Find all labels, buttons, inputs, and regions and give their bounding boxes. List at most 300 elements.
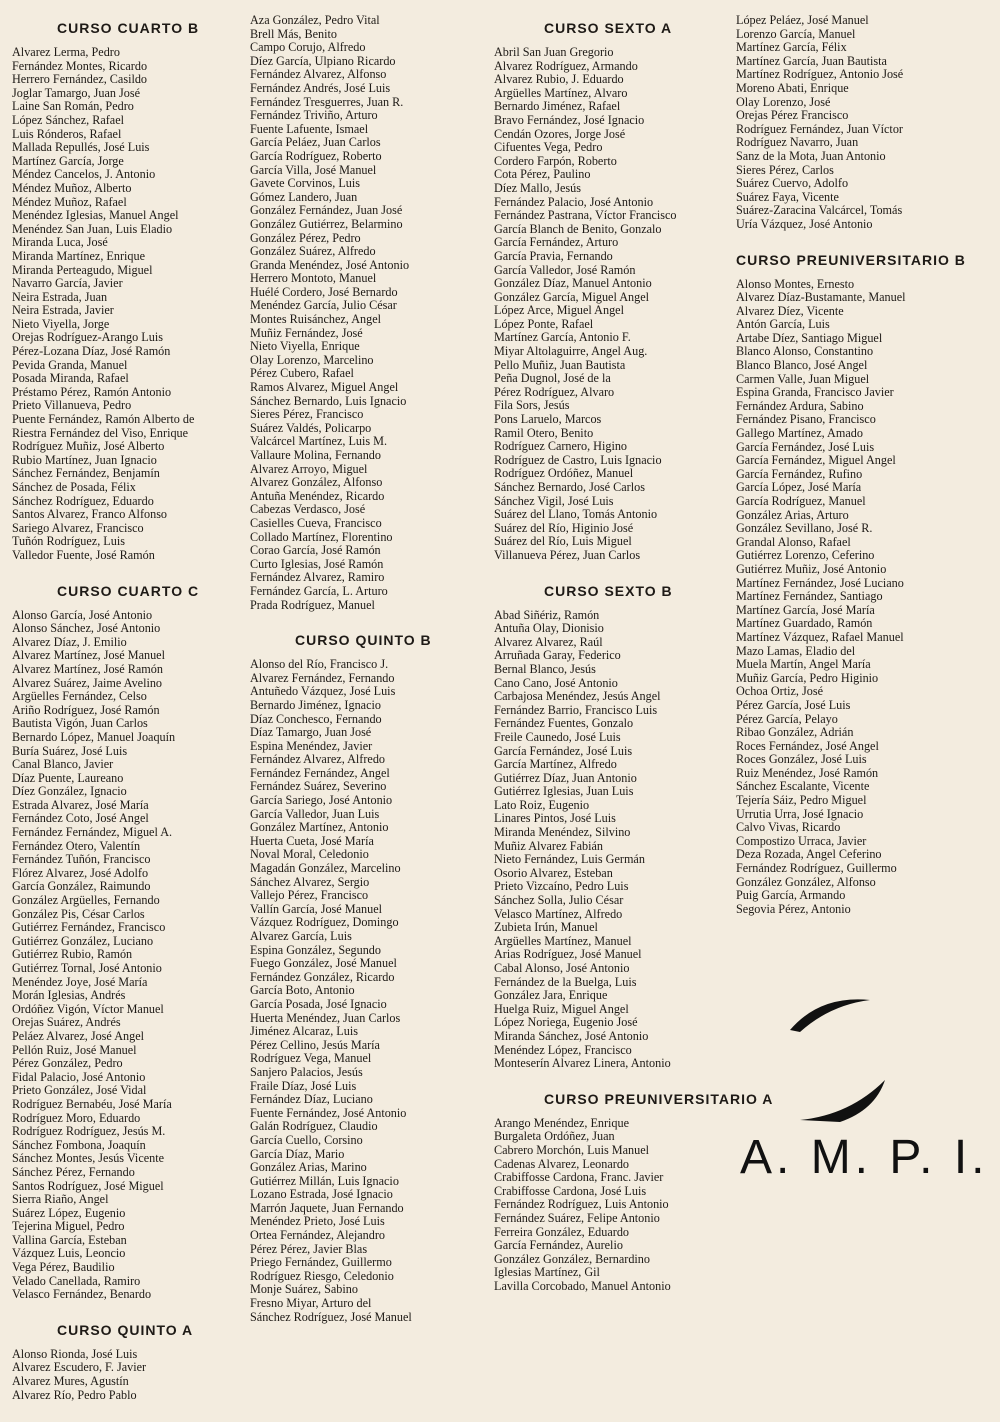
student-name: Méndez Muñoz, Rafael <box>12 194 127 209</box>
student-name: Cabezas Verdasco, José <box>250 502 366 517</box>
student-name: Roces González, José Luis <box>736 752 867 767</box>
student-name: Sánchez Bernardo, Luis Ignacio <box>250 393 407 408</box>
student-name: Fila Sors, Jesús <box>494 398 570 413</box>
student-name: Vega Pérez, Baudilio <box>12 1260 115 1275</box>
section-curso-quinto-b <box>250 632 485 1324</box>
student-name: Rodríguez Fernández, Juan Víctor <box>736 121 903 136</box>
student-list <box>12 1348 242 1402</box>
student-name: Alvarez Mures, Agustín <box>12 1374 129 1389</box>
student-name: Fernández García, L. Arturo <box>250 583 388 598</box>
student-name: Crabiffosse Cardona, Franc. Javier <box>494 1170 664 1185</box>
student-name: Fernández Alvarez, Ramiro <box>250 570 385 585</box>
student-name: Bravo Fernández, José Ignacio <box>494 112 645 127</box>
student-name: Prieto Vizcaíno, Pedro Luis <box>494 879 629 894</box>
swoosh-emblem-icon <box>780 990 900 1130</box>
section-curso-sexto-b <box>494 583 734 1071</box>
student-name: Fernández Suárez, Severino <box>250 779 387 794</box>
student-name: González Pérez, Pedro <box>250 230 361 245</box>
student-name: Ordóñez Vigón, Víctor Manuel <box>12 1001 164 1016</box>
student-name: Alonso del Río, Francisco J. <box>250 657 389 672</box>
student-name: Prada Rodríguez, Manuel <box>250 597 375 612</box>
section-curso-preuniversitario-b <box>736 252 998 917</box>
student-name: Gutiérrez Tornal, José Antonio <box>12 961 162 975</box>
student-list <box>250 14 485 612</box>
student-name: Santos Rodríguez, José Miguel <box>12 1178 164 1193</box>
student-name: González Sevillano, José R. <box>736 521 873 536</box>
student-name: Alvarez Martínez, José Ramón <box>12 661 163 676</box>
ampi-logo-text: A. M. P. I. <box>740 1131 989 1184</box>
student-name: Casielles Cueva, Francisco <box>250 515 382 530</box>
student-name: Méndez Cancelos, J. Antonio <box>12 167 156 182</box>
student-name: Argüelles Martínez, Manuel <box>494 933 632 948</box>
student-name: Tuñón Rodríguez, Luis <box>12 534 125 549</box>
student-list <box>12 609 242 1302</box>
student-name: García López, José María <box>736 480 862 495</box>
student-name: Santos Alvarez, Franco Alfonso <box>12 507 168 522</box>
student-name: Huerta Cueta, José María <box>250 833 374 848</box>
student-name: Sánchez Bernardo, José Carlos <box>494 480 645 494</box>
student-name: Ferreira González, Eduardo <box>494 1224 630 1239</box>
student-name: Fernández Fuentes, Gonzalo <box>494 716 634 731</box>
student-name: Vázquez Luis, Leoncio <box>12 1246 126 1261</box>
student-name: Suárez-Zaracina Valcárcel, Tomás <box>736 203 903 218</box>
student-name: García Rodríguez, Manuel <box>736 494 866 508</box>
student-name: Rodríguez Carnero, Higino <box>494 439 628 454</box>
student-name: Pérez González, Pedro <box>12 1056 123 1071</box>
student-name: Herrero Montoto, Manuel <box>250 271 377 286</box>
student-name: González González, Bernardino <box>494 1251 650 1266</box>
student-name: Arias Rodríguez, José Manuel <box>494 947 642 962</box>
student-name: Gallego Martínez, Amado <box>736 426 863 441</box>
student-name: Nieto Viyella, Jorge <box>12 316 110 331</box>
student-list <box>494 609 734 1071</box>
student-name: Miyar Altolaguirre, Angel Aug. <box>494 344 648 359</box>
student-name: García Martínez, Alfredo <box>494 757 617 772</box>
student-name: Fernández Alvarez, Alfredo <box>250 752 386 767</box>
student-name: Orejas Suárez, Andrés <box>12 1015 121 1030</box>
student-name: Alvarez Díez, Vicente <box>736 303 844 318</box>
student-name: Alvarez Suárez, Jaime Avelino <box>12 675 163 690</box>
student-name: Rodríguez Riesgo, Celedonio <box>250 1268 394 1283</box>
student-name: Iglesias Martínez, Gil <box>494 1265 600 1280</box>
student-name: López Peláez, José Manuel <box>736 13 869 27</box>
student-name: Lorenzo García, Manuel <box>736 26 856 41</box>
student-name: Huelga Ruiz, Miguel Angel <box>494 1001 629 1016</box>
student-name: Lavilla Corcobado, Manuel Antonio <box>494 1278 671 1293</box>
section-continued <box>250 14 485 612</box>
student-name: Arruñada Garay, Federico <box>494 648 621 663</box>
student-name: García González, Raimundo <box>12 879 151 894</box>
student-name: Mallada Repullés, José Luis <box>12 140 150 155</box>
student-name: Vallín García, José Manuel <box>250 901 382 916</box>
student-name: Muñiz Alvarez Fabián <box>494 838 603 853</box>
student-name: Alvarez Díaz-Bustamante, Manuel <box>736 290 906 305</box>
student-name: Abril San Juan Gregorio <box>494 45 614 59</box>
section-curso-preuniversitario-a <box>494 1090 774 1294</box>
student-name: Huélé Cordero, José Bernardo <box>250 284 398 299</box>
student-name: Montes Ruisánchez, Angel <box>250 312 381 327</box>
student-name: Joglar Tamargo, Juan José <box>12 85 140 100</box>
student-name: Abad Siñériz, Ramón <box>494 607 600 622</box>
student-name: Antón García, Luis <box>736 317 830 332</box>
student-name: Compostizo Urraca, Javier <box>736 833 867 848</box>
student-name: Gutiérrez Lorenzo, Ceferino <box>736 548 875 563</box>
student-name: González Díaz, Manuel Antonio <box>494 276 652 291</box>
student-name: Ramos Alvarez, Miguel Angel <box>250 380 399 395</box>
student-name: Miranda Sánchez, José Antonio <box>494 1028 649 1043</box>
student-name: Gutiérrez González, Luciano <box>12 933 154 948</box>
student-name: Fernández Coto, José Angel <box>12 811 149 826</box>
student-name: González Fernández, Juan José <box>250 203 403 218</box>
student-name: García Fernández, José Luis <box>494 743 633 758</box>
student-name: Granda Menéndez, José Antonio <box>250 257 410 272</box>
student-name: Díez González, Ignacio <box>12 784 127 799</box>
student-name: Bernardo Jiménez, Rafael <box>494 99 621 114</box>
student-name: Alvarez Rubio, J. Eduardo <box>494 72 624 87</box>
student-name: Rodríguez Rodríguez, Jesús M. <box>12 1124 166 1139</box>
section-heading: CURSO PREUNIVERSITARIO A <box>544 1090 774 1107</box>
student-name: Suárez del Llano, Tomás Antonio <box>494 507 658 522</box>
student-name: Fernández Otero, Valentín <box>12 838 141 853</box>
student-name: López Sánchez, Rafael <box>12 112 124 127</box>
student-name: Monje Suárez, Sabino <box>250 1282 358 1297</box>
student-name: Suárez del Río, Luis Miguel <box>494 534 632 549</box>
student-name: Cadenas Alvarez, Leonardo <box>494 1156 630 1171</box>
student-name: Gutiérrez Iglesias, Juan Luis <box>494 784 634 799</box>
student-name: González Arias, Marino <box>250 1160 367 1175</box>
student-name: Argüelles Martínez, Alvaro <box>494 85 628 100</box>
student-name: Corao García, José Ramón <box>250 543 381 558</box>
student-name: Ruiz Menéndez, José Ramón <box>736 765 879 780</box>
student-name: González Gutiérrez, Belarmino <box>250 216 403 231</box>
student-name: Cordero Farpón, Roberto <box>494 153 617 168</box>
student-name: Brell Más, Benito <box>250 26 337 41</box>
student-name: Martínez García, Jorge <box>12 153 124 168</box>
student-name: Alonso Montes, Ernesto <box>736 276 855 291</box>
section-heading: CURSO SEXTO B <box>544 582 673 599</box>
student-name: Fernández Barrio, Francisco Luis <box>494 702 658 717</box>
student-name: Flórez Alvarez, José Adolfo <box>12 865 149 880</box>
student-name: Fernández Palacio, José Antonio <box>494 194 654 209</box>
student-name: Martínez Fernández, Santiago <box>736 589 883 604</box>
student-name: Blanco Blanco, José Angel <box>736 358 868 373</box>
student-name: García Fernández, Miguel Angel <box>736 453 896 468</box>
student-name: Zubieta Irún, Manuel <box>494 920 598 935</box>
student-name: Gutiérrez Millán, Luis Ignacio <box>250 1173 399 1188</box>
student-name: Menéndez Prieto, José Luis <box>250 1214 385 1229</box>
student-name: Collado Martínez, Florentino <box>250 529 393 544</box>
student-name: Suárez López, Eugenio <box>12 1205 126 1220</box>
student-name: García Blanch de Benito, Gonzalo <box>494 221 662 236</box>
student-name: Nieto Fernández, Luis Germán <box>494 852 645 867</box>
student-name: Nieto Viyella, Enrique <box>250 339 360 354</box>
student-list <box>736 14 998 232</box>
student-name: Laine San Román, Pedro <box>12 99 134 114</box>
student-name: González García, Miguel Angel <box>494 289 649 304</box>
student-name: Fernández Triviño, Arturo <box>250 108 378 123</box>
student-name: Pérez Pérez, Javier Blas <box>250 1241 368 1256</box>
student-name: Miranda Menéndez, Silvino <box>494 825 631 840</box>
student-name: Fernández Rodríguez, Luis Antonio <box>494 1197 669 1212</box>
student-name: Pérez Cubero, Rafael <box>250 366 354 381</box>
student-name: Ochoa Ortiz, José <box>736 684 823 699</box>
student-name: Méndez Muñoz, Alberto <box>12 180 132 195</box>
student-name: Martínez García, Antonio F. <box>494 330 631 345</box>
student-name: Tejerina Miguel, Pedro <box>12 1219 125 1234</box>
student-name: Alvarez Alvarez, Raúl <box>494 634 603 649</box>
student-name: Carbajosa Menéndez, Jesús Angel <box>494 689 661 704</box>
student-name: Menéndez Joye, José María <box>12 974 148 989</box>
student-name: Prieto González, José Vidal <box>12 1083 147 1098</box>
student-name: Pello Muñiz, Juan Bautista <box>494 357 626 372</box>
student-name: Fernández Alvarez, Alfonso <box>250 67 387 82</box>
student-name: Ramil Otero, Benito <box>494 425 594 440</box>
student-name: García Fernández, Rufino <box>736 466 863 481</box>
student-name: Puente Fernández, Ramón Alberto de <box>12 412 195 427</box>
student-name: Alvarez García, Luis <box>250 929 352 943</box>
student-name: Díaz Conchesco, Fernando <box>250 711 382 726</box>
student-name: Fernández Montes, Ricardo <box>12 58 148 73</box>
student-name: Cendán Ozores, Jorge José <box>494 126 626 141</box>
section-heading: CURSO SEXTO A <box>544 20 673 36</box>
student-name: Fernández Pisano, Francisco <box>736 412 876 427</box>
student-name: Cifuentes Vega, Pedro <box>494 140 603 155</box>
student-name: Fernández Fernández, Angel <box>250 765 390 780</box>
student-name: Bernardo López, Manuel Joaquín <box>12 729 176 744</box>
student-name: Gavete Corvinos, Luis <box>250 176 361 191</box>
student-name: Freile Caunedo, José Luis <box>494 729 621 744</box>
student-name: López Arce, Miguel Angel <box>494 303 624 318</box>
student-name: Sieres Pérez, Francisco <box>250 407 364 422</box>
student-name: Alvarez Rodríguez, Armando <box>494 58 638 73</box>
student-name: Gutiérrez Muñiz, José Antonio <box>736 561 887 576</box>
student-name: Rodríguez Navarro, Juan <box>736 135 859 150</box>
student-name: Orejas Rodríguez-Arango Luis <box>12 330 163 345</box>
student-name: Arango Menéndez, Enrique <box>494 1115 630 1130</box>
student-name: López Ponte, Rafael <box>494 316 594 331</box>
student-name: Fernández Fernández, Miguel A. <box>12 825 173 840</box>
section-heading: CURSO QUINTO B <box>295 632 432 649</box>
student-name: Sánchez Rodríguez, José Manuel <box>250 1309 412 1324</box>
student-list <box>494 1117 734 1294</box>
student-name: Moreno Abati, Enrique <box>736 80 849 95</box>
student-name: Cano Cano, José Antonio <box>494 675 618 690</box>
student-name: Alvarez Río, Pedro Pablo <box>12 1387 137 1402</box>
student-name: Antuña Menéndez, Ricardo <box>250 488 385 503</box>
column-4 <box>736 14 998 936</box>
student-name: Muñiz García, Pedro Higinio <box>736 670 879 685</box>
student-name: García Peláez, Juan Carlos <box>250 135 381 150</box>
student-list <box>494 46 734 563</box>
section-heading: CURSO CUARTO B <box>57 20 200 36</box>
student-name: García Posada, José Ignacio <box>250 996 387 1011</box>
student-name: Martínez García, Félix <box>736 40 847 55</box>
student-name: Gutiérrez Rubio, Ramón <box>12 947 133 962</box>
student-name: Canal Blanco, Javier <box>12 757 114 772</box>
student-name: Prieto Villanueva, Pedro <box>12 398 132 413</box>
student-name: Pevida Granda, Manuel <box>12 357 128 372</box>
student-name: Alonso Sánchez, José Antonio <box>12 621 161 636</box>
student-name: Antuñedo Vázquez, José Luis <box>250 684 396 699</box>
student-name: Suárez Faya, Vicente <box>736 189 839 204</box>
student-name: Marrón Jaquete, Juan Fernando <box>250 1200 404 1215</box>
student-name: Jiménez Alcaraz, Luis <box>250 1024 358 1039</box>
section-curso-sexto-a <box>494 20 734 563</box>
section-curso-quinto-a <box>12 1322 242 1402</box>
student-name: Rodríguez Vega, Manuel <box>250 1051 372 1066</box>
student-name: Gómez Landero, Juan <box>250 189 358 204</box>
student-name: Alvarez Lerma, Pedro <box>12 45 120 59</box>
student-name: García Cuello, Corsino <box>250 1132 363 1147</box>
student-name: Rubio Martínez, Juan Ignacio <box>12 452 157 467</box>
student-name: Calvo Vivas, Ricardo <box>736 820 841 835</box>
student-name: Bernal Blanco, Jesús <box>494 661 596 676</box>
section-curso-cuarto-b <box>12 20 242 563</box>
student-name: Sánchez de Posada, Félix <box>12 480 136 494</box>
student-name: Fernández Andrés, José Luis <box>250 80 391 95</box>
student-name: Uría Vázquez, José Antonio <box>736 216 873 231</box>
column-2 <box>250 14 485 1344</box>
student-name: Alvarez Fernández, Fernando <box>250 670 395 685</box>
section-heading: CURSO QUINTO A <box>57 1321 194 1338</box>
student-name: Suárez del Río, Higinio José <box>494 520 634 535</box>
student-name: Fernández Ardura, Sabino <box>736 398 864 413</box>
student-name: Olay Lorenzo, José <box>736 94 831 109</box>
student-name: Fernández González, Ricardo <box>250 969 395 984</box>
student-name: Rodríguez de Castro, Luis Ignacio <box>494 452 662 467</box>
student-name: Buría Suárez, José Luis <box>12 743 128 758</box>
student-name: Fernández Díaz, Luciano <box>250 1092 373 1107</box>
student-name: Préstamo Pérez, Ramón Antonio <box>12 384 172 399</box>
student-name: Estrada Alvarez, José María <box>12 797 149 812</box>
student-name: Crabiffosse Cardona, José Luis <box>494 1183 647 1198</box>
student-name: Sánchez Solla, Julio César <box>494 893 624 908</box>
student-name: González Pis, César Carlos <box>12 906 145 921</box>
student-name: Sanjero Palacios, Jesús <box>250 1064 363 1079</box>
student-name: Díaz Tamargo, Juan José <box>250 725 372 740</box>
student-name: Alvarez González, Alfonso <box>250 475 383 490</box>
student-name: Vallina García, Esteban <box>12 1232 127 1247</box>
student-name: Priego Fernández, Guillermo <box>250 1255 392 1270</box>
student-name: Ariño Rodríguez, José Ramón <box>12 702 160 717</box>
student-name: Sanz de la Mota, Juan Antonio <box>736 148 886 163</box>
student-name: Navarro García, Javier <box>12 276 123 291</box>
student-name: Segovia Pérez, Antonio <box>736 901 851 916</box>
student-name: Ortea Fernández, Alejandro <box>250 1228 386 1243</box>
student-name: López Noriega, Eugenio José <box>494 1015 638 1030</box>
student-name: Pellón Ruiz, José Manuel <box>12 1042 137 1057</box>
student-name: Alonso Rionda, José Luis <box>12 1346 138 1361</box>
student-name: Vázquez Rodríguez, Domingo <box>250 915 399 930</box>
student-name: Alvarez Díaz, J. Emilio <box>12 634 127 649</box>
student-name: Bautista Vigón, Juan Carlos <box>12 716 148 731</box>
student-name: Sánchez Fombona, Joaquín <box>12 1137 146 1152</box>
student-name: Miranda Perteagudo, Miguel <box>12 262 153 277</box>
student-name: Fernández Pastrana, Víctor Francisco <box>494 208 677 223</box>
student-name: Peláez Alvarez, José Angel <box>12 1028 144 1043</box>
student-name: Burgaleta Ordóñez, Juan <box>494 1129 615 1144</box>
student-name: Alonso García, José Antonio <box>12 607 153 622</box>
student-name: Neira Estrada, Juan <box>12 289 108 304</box>
student-name: Sánchez Vigil, José Luis <box>494 493 614 508</box>
student-name: Olay Lorenzo, Marcelino <box>250 352 374 367</box>
student-name: García Villa, José Manuel <box>250 162 377 177</box>
student-name: Sánchez Escalante, Vicente <box>736 779 870 794</box>
student-name: Fuente Fernández, José Antonio <box>250 1105 407 1120</box>
student-name: Menéndez García, Julio César <box>250 298 397 313</box>
student-name: Alvarez Martínez, José Manuel <box>12 648 165 663</box>
student-name: González González, Alfonso <box>736 874 876 889</box>
section-curso-cuarto-c <box>12 583 242 1302</box>
student-name: González Argüelles, Fernando <box>12 893 160 908</box>
student-name: Rodríguez Muñiz, José Alberto <box>12 439 165 454</box>
student-name: Campo Corujo, Alfredo <box>250 40 366 55</box>
student-name: Espina González, Segundo <box>250 942 381 957</box>
student-name: Roces Fernández, José Angel <box>736 738 879 753</box>
student-name: Cabal Alonso, José Antonio <box>494 961 630 975</box>
student-name: Díez Mallo, Jesús <box>494 180 581 195</box>
student-name: Cota Pérez, Paulino <box>494 167 591 182</box>
student-name: Cabrero Morchón, Luis Manuel <box>494 1142 650 1157</box>
student-name: Martínez Vázquez, Rafael Manuel <box>736 629 904 644</box>
student-name: Suárez Valdés, Policarpo <box>250 420 372 435</box>
student-name: Pons Laruelo, Marcos <box>494 412 602 427</box>
student-name: Curto Iglesias, José Ramón <box>250 556 384 571</box>
student-name: Rodríguez Ordóñez, Manuel <box>494 466 634 481</box>
student-name: Alvarez Arroyo, Miguel <box>250 461 368 476</box>
student-name: Rodríguez Bernabéu, José María <box>12 1096 172 1111</box>
student-name: Velado Canellada, Ramiro <box>12 1273 141 1288</box>
student-name: Valcárcel Martínez, Luis M. <box>250 434 388 449</box>
student-name: Velasco Fernández, Benardo <box>12 1287 152 1302</box>
student-name: Fresno Miyar, Arturo del <box>250 1296 372 1311</box>
student-name: Rodríguez Moro, Eduardo <box>12 1110 141 1125</box>
student-name: Martínez García, José María <box>736 602 875 617</box>
student-name: Muñiz Fernández, José <box>250 325 363 340</box>
student-name: Lozano Estrada, José Ignacio <box>250 1187 393 1202</box>
student-name: Espina Granda, Francisco Javier <box>736 385 894 400</box>
student-name: Pérez García, José Luis <box>736 697 851 712</box>
student-name: Martínez Rodríguez, Antonio José <box>736 67 904 82</box>
student-name: Pérez Cellino, Jesús María <box>250 1037 380 1052</box>
student-name: Carmen Valle, Juan Miguel <box>736 371 870 386</box>
student-name: Menéndez San Juan, Luis Eladio <box>12 221 173 236</box>
student-name: Fuente Lafuente, Ismael <box>250 121 369 136</box>
student-name: García Díaz, Mario <box>250 1146 345 1161</box>
student-list <box>736 278 998 917</box>
student-name: Aza González, Pedro Vital <box>250 13 380 27</box>
student-name: Sariego Alvarez, Francisco <box>12 520 144 535</box>
student-name: Sierra Riaño, Angel <box>12 1192 109 1207</box>
student-name: Argüelles Fernández, Celso <box>12 689 147 704</box>
student-name: Herrero Fernández, Casildo <box>12 72 148 87</box>
student-name: Peña Dugnol, José de la <box>494 371 611 386</box>
student-name: Miranda Luca, José <box>12 235 108 250</box>
section-heading: CURSO CUARTO C <box>57 582 200 599</box>
student-name: Posada Miranda, Rafael <box>12 371 129 386</box>
student-name: Mazo Lamas, Eladio del <box>736 643 856 658</box>
student-name: Martínez Fernández, José Luciano <box>736 575 904 590</box>
student-name: García Valledor, Juan Luis <box>250 806 380 821</box>
student-name: Fuego González, José Manuel <box>250 956 397 971</box>
student-name: Linares Pintos, José Luis <box>494 811 616 826</box>
student-name: Sánchez Montes, Jesús Vicente <box>12 1151 165 1166</box>
student-name: García Sariego, José Antonio <box>250 793 393 808</box>
student-list <box>12 46 242 563</box>
student-name: Magadán González, Marcelino <box>250 861 401 876</box>
student-name: Pérez-Lozana Díaz, José Ramón <box>12 344 171 359</box>
student-name: Fernández Tresguerres, Juan R. <box>250 94 404 109</box>
